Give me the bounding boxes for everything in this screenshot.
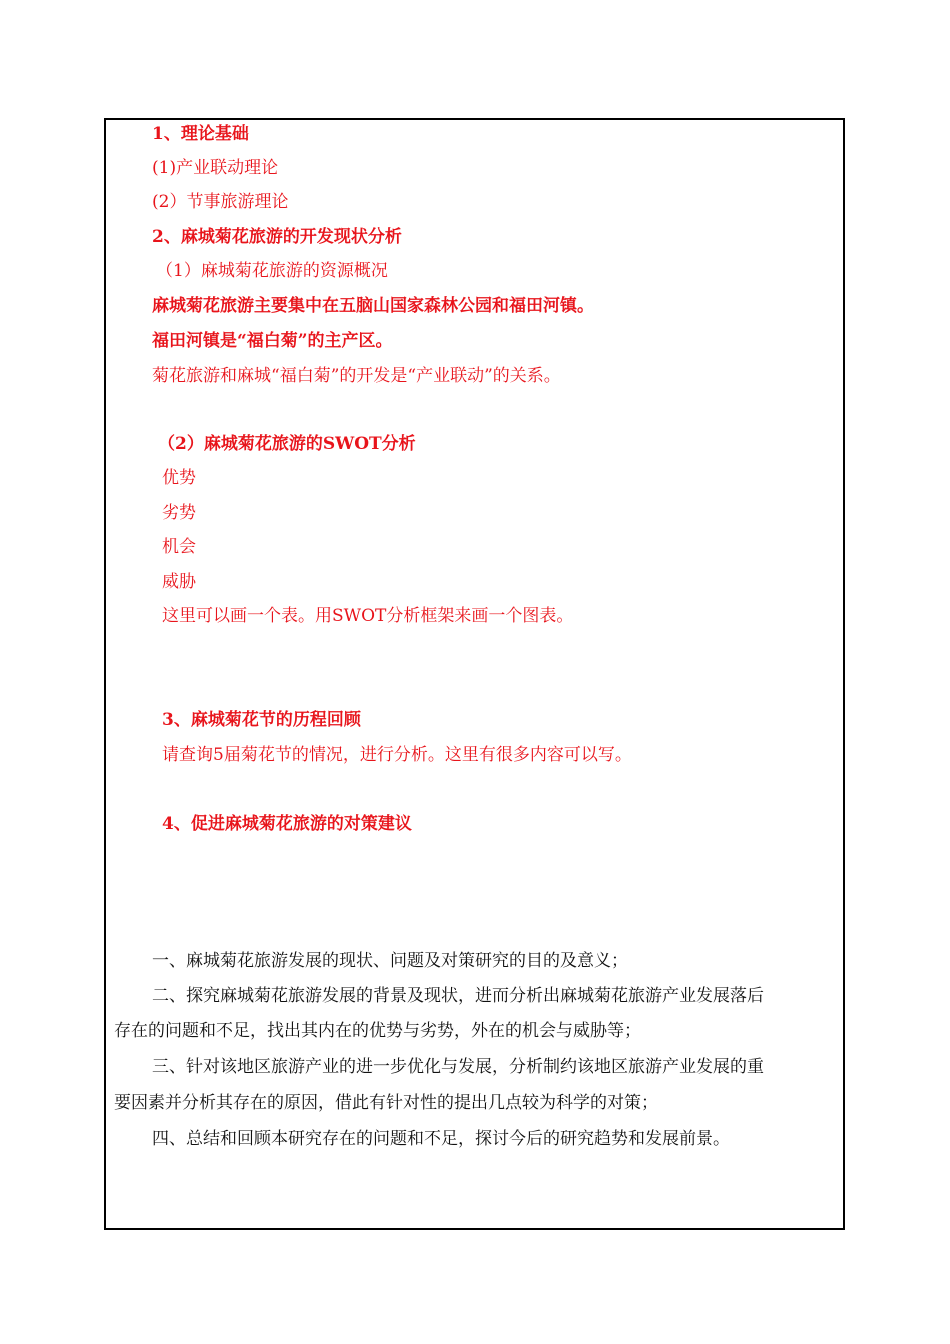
festival-note: 请查询5届菊花节的情况，进行分析。这里有很多内容可以写。 (162, 745, 632, 765)
item-industry-linkage-theory: (1)产业联动理论 (152, 158, 279, 178)
note-location: 麻城菊花旅游主要集中在五脑山国家森林公园和福田河镇。 (152, 296, 594, 316)
swot-threats: 威胁 (162, 572, 196, 592)
heading-suggestions: 4、促进麻城菊花旅游的对策建议 (162, 814, 412, 834)
swot-note: 这里可以画一个表。用SWOT分析框架来画一个图表。 (162, 606, 574, 626)
item-event-tourism-theory: (2）节事旅游理论 (152, 192, 289, 212)
goal-paragraph-1: 一、麻城菊花旅游发展的现状、问题及对策研究的目的及意义； (152, 951, 628, 971)
swot-opportunities: 机会 (162, 537, 196, 557)
goal-paragraph-3-line-2: 要因素并分析其存在的原因，借此有针对性的提出几点较为科学的对策； (114, 1093, 658, 1113)
goal-paragraph-3-line-1: 三、针对该地区旅游产业的进一步优化与发展，分析制约该地区旅游产业发展的重 (152, 1057, 764, 1077)
note-industry-linkage: 菊花旅游和麻城“福白菊”的开发是“产业联动”的关系。 (152, 366, 561, 386)
goal-paragraph-2-line-1: 二、探究麻城菊花旅游发展的背景及现状，进而分析出麻城菊花旅游产业发展落后 (152, 986, 764, 1006)
heading-development-status: 2、麻城菊花旅游的开发现状分析 (152, 227, 402, 247)
swot-strengths: 优势 (162, 468, 196, 488)
swot-weaknesses: 劣势 (162, 503, 196, 523)
note-main-production: 福田河镇是“福白菊”的主产区。 (152, 331, 393, 351)
item-resource-overview: （1）麻城菊花旅游的资源概况 (156, 261, 388, 281)
heading-theory-basis: 1、理论基础 (152, 124, 249, 144)
heading-festival-history: 3、麻城菊花节的历程回顾 (162, 710, 361, 730)
goal-paragraph-2-line-2: 存在的问题和不足，找出其内在的优势与劣势，外在的机会与威胁等； (114, 1021, 641, 1041)
item-swot-analysis: （2）麻城菊花旅游的SWOT分析 (158, 434, 416, 454)
goal-paragraph-4: 四、总结和回顾本研究存在的问题和不足，探讨今后的研究趋势和发展前景。 (152, 1129, 730, 1149)
